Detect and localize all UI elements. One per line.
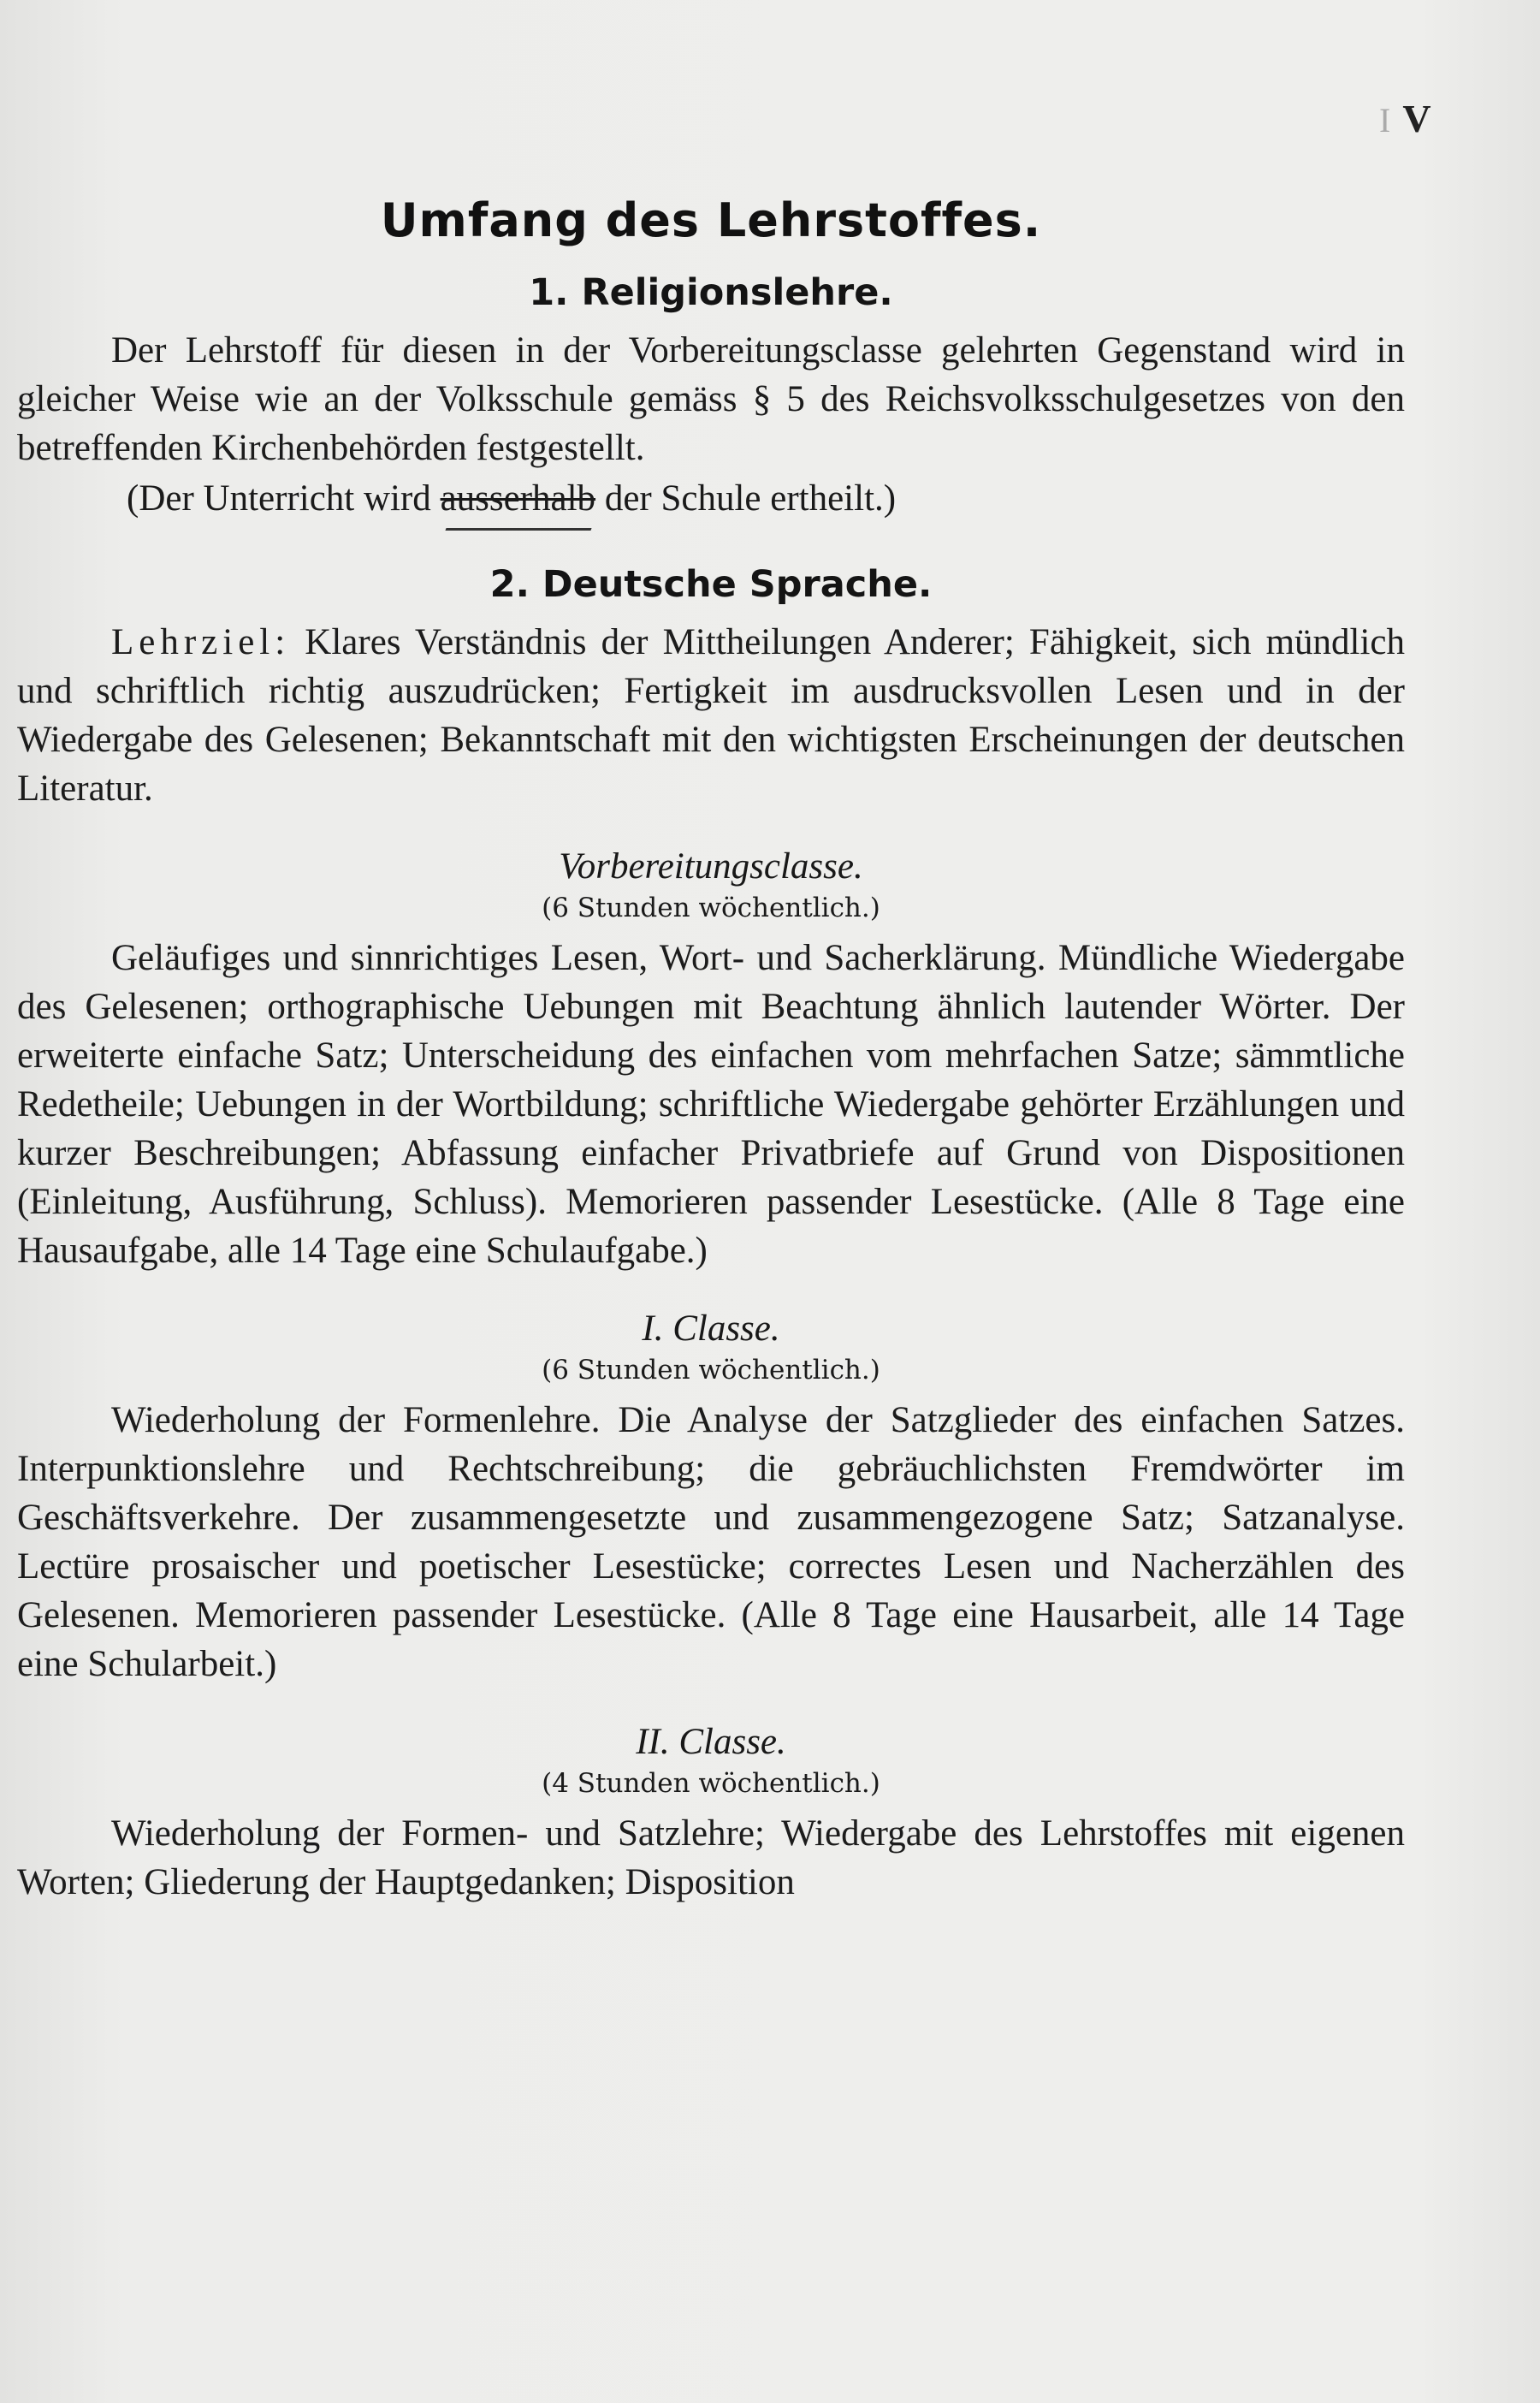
religion-paragraph: Der Lehrstoff für diesen in der Vorbereitungsclasse gelehrten Gegenstand wird in gleicher Weise wie an der Volksschule gemäss § 5 des Reichsvolksschulgesetzes von den betreffenden Kirchenbehörden festgestellt. (17, 330, 1405, 468)
section-heading-religion: 1. Religionslehre. (529, 271, 893, 314)
page-content (17, 171, 1405, 1907)
class-heading-first: I. Classe. (642, 1308, 780, 1349)
religion-note-struck-word: ausserhalb (440, 478, 596, 519)
class-hours-first: (6 Stunden wöchentlich.) (542, 1355, 880, 1385)
religion-note (17, 472, 1405, 525)
class-text-first: Wiederholung der Formenlehre. Die Analyse der Satzglieder des einfachen Satzes. Interpunktionslehre und Rechtschreibung; die gebräuchlichsten Fremdwörter im Geschäftsverkehre. Der zusammengesetzte und zusammengezogene Satz; Satzanalyse. Lectüre prosaischer und poetischer Lesestücke; correctes Lesen und Nacherzählen des Gelesenen. Memorieren passender Lesestücke. (Alle 8 Tage eine Hausarbeit, alle 14 Tage eine Schularbeit.) (17, 1400, 1405, 1684)
page-number-tick: I (1379, 101, 1391, 139)
lehrziel-label: Lehrziel: (111, 622, 291, 662)
page-title: Umfang des Lehrstoffes. (380, 193, 1042, 247)
class-heading-second: II. Classe. (636, 1722, 786, 1762)
class-text-second: Wiederholung der Formen- und Satzlehre; Wiedergabe des Lehrstoffes mit eigenen Worten; Gliederung der Hauptgedanken; Disposition (17, 1813, 1405, 1902)
page-number (1379, 96, 1431, 141)
class-text-vorbereitung: Geläufiges und sinnrichtiges Lesen, Wort- und Sacherklärung. Mündliche Wiedergabe des Gelesenen; orthographische Uebungen mit Beachtung ähnlich lautender Wörter. Der erweiterte einfache Satz; Unterscheidung des einfachen vom mehrfachen Satze; sämmtliche Redetheile; Uebungen in der Wortbildung; schriftliche Wiedergabe gehörter Erzählungen und kurzer Beschreibungen; Abfassung einfacher Privatbriefe auf Grund von Dispositionen (Einleitung, Ausführung, Schluss). Memorieren passender Lesestücke. (Alle 8 Tage eine Hausaufgabe, alle 14 Tage eine Schulaufgabe.) (17, 938, 1405, 1271)
lehrziel-text: Klares Verständnis der Mittheilungen Anderer; Fähigkeit, sich mündlich und schriftlich richtig auszudrücken; Fertigkeit im ausdrucksvollen Lesen und in der Wiedergabe des Gelesenen; Bekanntschaft mit den wichtigsten Erscheinungen der deutschen Literatur. (17, 622, 1405, 809)
religion-note-after: der Schule ertheilt.) (604, 478, 897, 519)
class-hours-second: (4 Stunden wöchentlich.) (542, 1768, 880, 1799)
page-number-value: V (1402, 97, 1431, 140)
lehrziel-paragraph (17, 618, 1405, 813)
class-heading-vorbereitung: Vorbereitungsclasse. (559, 846, 863, 887)
section-heading-deutsch: 2. Deutsche Sprache. (489, 563, 933, 606)
class-hours-vorbereitung: (6 Stunden wöchentlich.) (542, 893, 880, 923)
religion-note-before: (Der Unterricht wird (127, 478, 431, 519)
